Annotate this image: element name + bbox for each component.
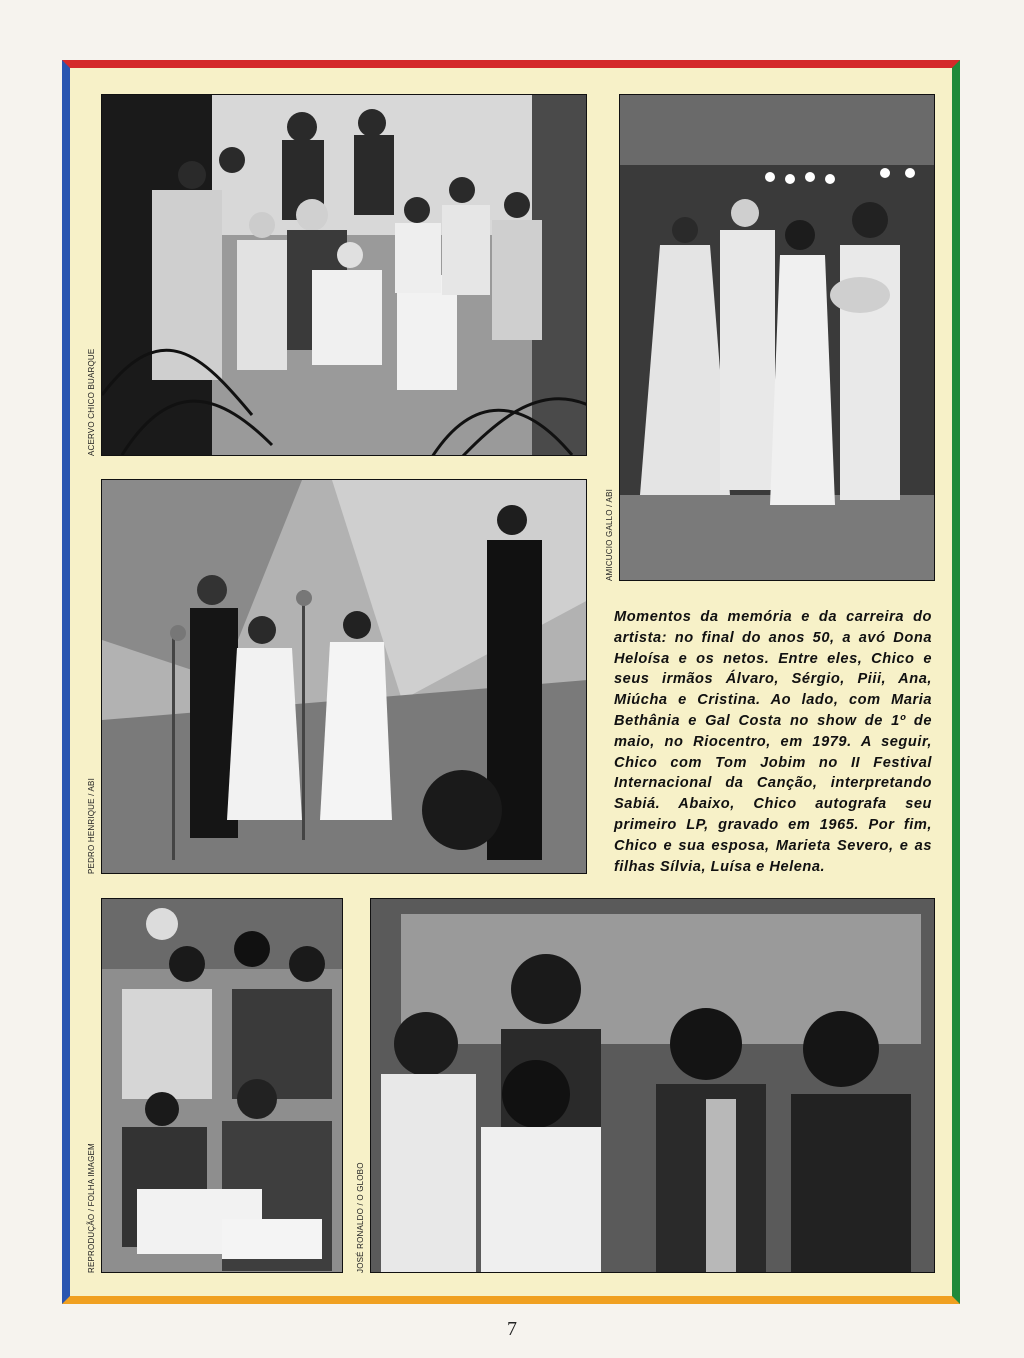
page-number: 7 xyxy=(507,1318,517,1340)
photo-family xyxy=(101,94,587,456)
photo-caption: Momentos da memória e da carreira do artista: no final do anos 50, a avó Dona Heloísa e os netos. Entre eles, Chico e seus irmãos Álvaro, Sérgio, Piii, Ana, Miúcha e Cristina. Ao lado, com Maria Bethânia e Gal Costa no show de 1º de maio, no Riocentro, em 1979. A seguir, Chico com Tom Jobim no II Festival Internacional da Canção, interpretando Sabiá. Abaixo, Chico autografa seu primeiro LP, gravado em 1965. Por fim, Chico e sua esposa, Marieta Severo, e as filhas Sílvia, Luísa e Helena. xyxy=(614,609,932,875)
photo-autograph xyxy=(101,898,343,1273)
photo-show-1979 xyxy=(619,94,935,581)
photo-family-daughters xyxy=(370,898,935,1273)
photo-festival xyxy=(101,479,587,874)
